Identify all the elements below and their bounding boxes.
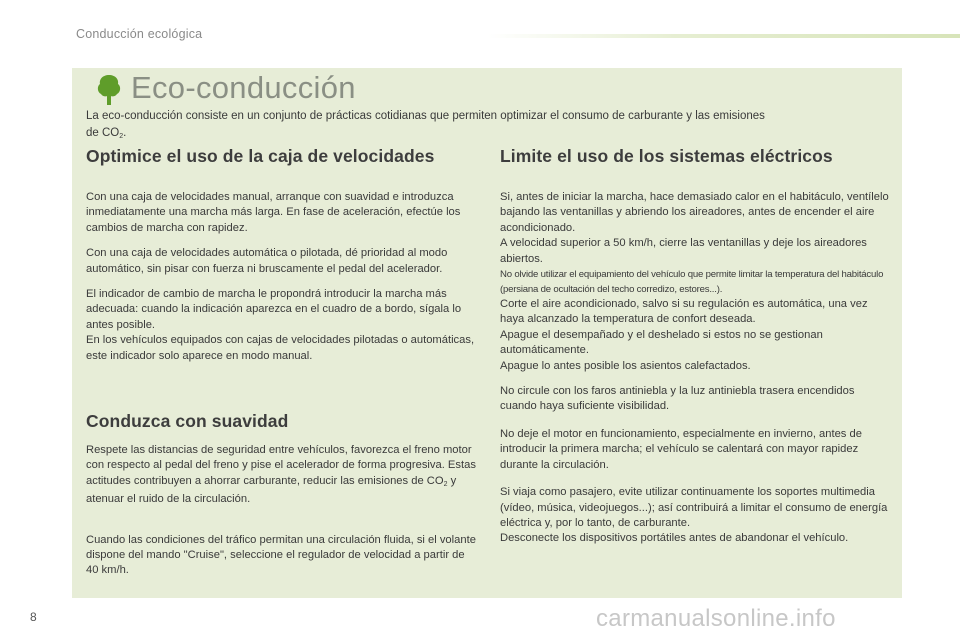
left-paragraph-part: y atenuar el ruido de la circulación.	[86, 474, 457, 506]
left-heading: Optimice el uso de la caja de velocidades	[86, 146, 435, 166]
intro-sentence: La eco-conducción consiste en un conjunto de prácticas cotidianas que permiten optimizar el consumo de carburante y las emisiones	[86, 110, 765, 122]
right-paragraph: No olvide utilizar el equipamiento del vehículo que permite limitar la temperatura del habitáculo (persiana de ocultación del techo corredizo, estores...).	[500, 269, 884, 296]
right-paragraph: Si, antes de iniciar la marcha, hace demasiado calor en el habitáculo, ventílelo bajando las ventanillas y abriendo los aireadores, antes de encender el aire acondicionado.	[500, 191, 889, 234]
left-column-bottom	[86, 443, 478, 579]
left-paragraph	[86, 443, 478, 508]
right-paragraph: Desconecte los dispositivos portátiles antes de abandonar el vehículo.	[500, 532, 849, 545]
intro-co2-sub: 2	[119, 133, 124, 140]
left-paragraph: El indicador de cambio de marcha le propondrá introducir la marcha más adecuada: cuando la indicación aparezca en el cuadro de a bordo, sígala lo antes posible.	[86, 288, 462, 331]
page-title: Eco-conducción	[131, 70, 356, 105]
left-paragraph: Con una caja de velocidades manual, arranque con suavidad e introduzca inmediatamente una marcha más larga. En fase de aceleración, efectúe los cambios de marcha con rapidez.	[86, 191, 461, 234]
right-paragraph: Corte el aire acondicionado, salvo si su regulación es automática, una vez haya alcanzado la temperatura de confort deseada.	[500, 298, 868, 326]
right-paragraph: Si viaja como pasajero, evite utilizar continuamente los soportes multimedia (vídeo, música, videojuegos...); así contribuirá a limitar el consumo de energía eléctrica y, por lo tanto, de carburante.	[500, 486, 888, 529]
intro-text	[86, 108, 846, 145]
left-paragraph: Cuando las condiciones del tráfico permitan una circulación fluida, si el volante dispone del mando "Cruise", seleccione el regulador de velocidad a partir de 40 km/h.	[86, 533, 476, 577]
right-column	[500, 190, 892, 547]
left-paragraph: En los vehículos equipados con cajas de velocidades pilotadas o automáticas, este indicador solo aparece en modo manual.	[86, 334, 475, 362]
watermark: carmanualsonline.info	[596, 605, 836, 632]
left-paragraph: Con una caja de velocidades automática o pilotada, dé prioridad al modo automático, sin pisar con fuerza ni bruscamente el pedal del acelerador.	[86, 247, 448, 275]
right-paragraph: A velocidad superior a 50 km/h, cierre las ventanillas y deje los aireadores abiertos.	[500, 237, 867, 265]
right-paragraph: No circule con los faros antiniebla y la luz antiniebla trasera encendidos cuando haya suficiente visibilidad.	[500, 385, 855, 413]
left-paragraph-part: Respete las distancias de seguridad entre vehículos, favorezca el freno motor con respecto al pedal del freno y pise el acelerador de forma progresiva. Estas actitudes contribuyen a ahorrar carburante, reducir las emisiones de CO	[86, 444, 476, 487]
intro-co2-prefix: de CO	[86, 127, 120, 139]
header-section: Conducción ecológica	[76, 27, 203, 41]
left-heading-2: Conduzca con suavidad	[86, 411, 289, 431]
left-co2-sub: 2	[443, 480, 448, 488]
left-column-top	[86, 190, 478, 364]
right-paragraph: No deje el motor en funcionamiento, especialmente en invierno, antes de introducir la primera marcha; el vehículo se calentará con mayor rapidez durante la circulación.	[500, 427, 862, 471]
right-heading: Limite el uso de los sistemas eléctricos	[500, 146, 833, 166]
page-number: 8	[30, 610, 37, 624]
tree-icon	[96, 74, 122, 106]
header-rule	[488, 34, 960, 38]
right-paragraph: Apague lo antes posible los asientos calefactados.	[500, 359, 751, 372]
right-paragraph: Apague el desempañado y el deshelado si estos no se gestionan automáticamente.	[500, 328, 823, 357]
intro-co2-suffix: .	[123, 127, 127, 139]
